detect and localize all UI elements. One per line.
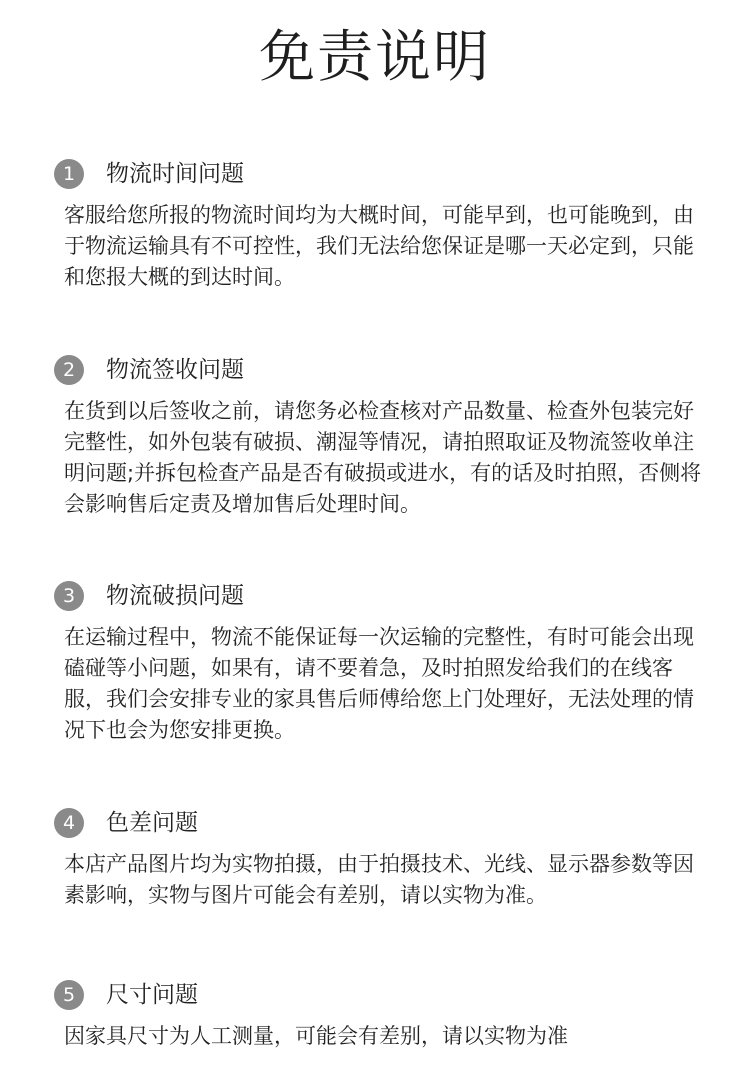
section-title: 色差问题 bbox=[106, 810, 198, 836]
section-title: 物流时间问题 bbox=[106, 161, 244, 187]
section-header bbox=[54, 156, 714, 192]
section-body: 在运输过程中，物流不能保证每一次运输的完整性，有时可能会出现磕碰等小问题，如果有，请不要着急，及时拍照发给我们的在线客服，我们会安排专业的家具售后师傅给您上门处理好，无法处理的情况下也会为您安排更换。 bbox=[64, 625, 694, 742]
section-logistics-time bbox=[54, 156, 714, 293]
section-title: 物流签收问题 bbox=[106, 357, 244, 383]
section-body: 在货到以后签收之前，请您务必检查核对产品数量、检查外包装完好完整性，如外包装有破损、潮湿等情况，请拍照取证及物流签收单注明问题;并拆包检查产品是否有破损或进水，有的话及时拍照，否侧将会影响售后定责及增加售后处理时间。 bbox=[64, 399, 702, 516]
section-size bbox=[54, 977, 714, 1052]
section-logistics-damage bbox=[54, 578, 714, 746]
section-header bbox=[54, 805, 714, 841]
section-color-difference bbox=[54, 805, 714, 911]
section-body: 因家具尺寸为人工测量，可能会有差别，请以实物为准 bbox=[64, 1024, 568, 1048]
section-logistics-signoff bbox=[54, 352, 714, 520]
number-badge-4: 4 bbox=[54, 808, 84, 838]
section-title: 尺寸问题 bbox=[106, 982, 198, 1008]
number-badge-2: 2 bbox=[54, 355, 84, 385]
number-badge-3: 3 bbox=[54, 581, 84, 611]
number-badge-1: 1 bbox=[54, 159, 84, 189]
section-header bbox=[54, 352, 714, 388]
section-header bbox=[54, 578, 714, 614]
page-title: 免责说明 bbox=[259, 25, 491, 90]
section-title: 物流破损问题 bbox=[106, 583, 244, 609]
section-body: 客服给您所报的物流时间均为大概时间，可能早到，也可能晚到，由于物流运输具有不可控性，我们无法给您保证是哪一天必定到，只能和您报大概的到达时间。 bbox=[64, 203, 694, 289]
number-badge-5: 5 bbox=[54, 980, 84, 1010]
section-header bbox=[54, 977, 714, 1013]
section-body: 本店产品图片均为实物拍摄，由于拍摄技术、光线、显示器参数等因素影响，实物与图片可能会有差别，请以实物为准。 bbox=[64, 852, 694, 907]
